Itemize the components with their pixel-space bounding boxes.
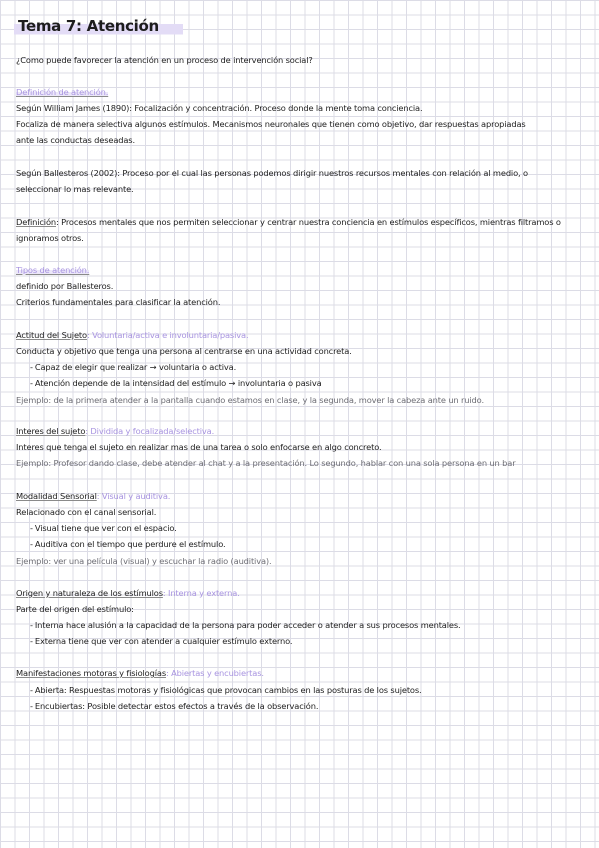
page-title: Tema 7: Atención [14,16,183,36]
bullet-dash: - [30,685,33,695]
actitud-bullet-2 [30,377,322,389]
manif-bullet-1-text: Abierta: Respuestas motoras y fisiológicas que provocan cambios en las posturas de los sujetos. [34,685,422,695]
origen-bullet-2-text: Externa tiene que ver con atender a cualquier estímulo externo. [34,636,293,646]
interes-line-1: Interes que tenga el sujeto en realizar mas de una tarea o solo enfocarse en algo concreto. [16,442,382,452]
origen-heading-line [16,587,240,599]
origen-heading: Origen y naturaleza de los estímulos [16,588,163,598]
modalidad-bullet-1-text: Visual tiene que ver con el espacio. [34,523,177,533]
origen-bullet-1-text: Interna hace alusión a la capacidad de la persona para poder acceder o atender a sus procesos mentales. [34,620,461,630]
definicion-label: Definición [16,217,56,227]
manif-types: : Abiertas y encubiertas. [166,668,264,678]
modalidad-heading-line [16,490,170,502]
manif-heading-line [16,667,264,679]
intro-question: ¿Como puede favorecer la atención en un proceso de intervención social? [16,55,313,65]
modalidad-example: Ejemplo: ver una película (visual) y escuchar la radio (auditiva). [16,556,272,566]
definition-heading-text: Definición de atención. [16,87,109,97]
modalidad-types: : Visual y auditiva. [96,491,171,501]
definicion-line-1 [16,216,561,228]
actitud-types: : Voluntaria/activa e involuntaria/pasiva. [86,330,249,340]
origen-types: : Interna y externa. [162,588,240,598]
manif-bullet-2-text: Encubiertas: Posible detectar estos efectos a través de la observación. [34,701,319,711]
interes-types: : Dividida y focalizada/selectiva. [85,426,215,436]
actitud-bullet-1 [30,361,236,373]
actitud-line-1: Conducta y objetivo que tenga una persona al centrarse en una actividad concreta. [16,346,352,356]
bullet-dash: - [30,539,33,549]
interes-heading-line [16,425,214,437]
bullet-dash: - [30,636,33,646]
definicion-line-2: ignoramos otros. [16,233,84,243]
types-line-1: definido por Ballesteros. [16,281,114,291]
origen-line-1: Parte del origen del estímulo: [16,604,134,614]
ballesteros-line-2: seleccionar lo mas relevante. [16,184,134,194]
types-line-2: Criterios fundamentales para clasificar la atención. [16,297,221,307]
james-line-3: ante las conductas deseadas. [16,135,135,145]
origen-bullet-2 [30,635,292,647]
bullet-dash: - [30,378,33,388]
bullet-dash: - [30,523,33,533]
types-heading [16,264,89,276]
ballesteros-line-1: Según Ballesteros (2002): Proceso por el cual las personas podemos dirigir nuestros recursos mentales con relación al medio, o [16,168,528,178]
definition-heading [16,86,108,98]
types-heading-text: Tipos de atención. [16,265,90,275]
manif-heading: Manifestaciones motoras y fisiologías [16,668,166,678]
actitud-bullet-1-text: Capaz de elegir que realizar → voluntaria o activa. [34,362,237,372]
james-line-2: Focaliza de manera selectiva algunos estímulos. Mecanismos neuronales que tienen como objetivo, dar respuestas apropiadas [16,119,526,129]
actitud-bullet-2-text: Atención depende de la intensidad del estímulo → involuntaria o pasiva [34,378,322,388]
modalidad-bullet-2 [30,538,225,550]
modalidad-bullet-2-text: Auditiva con el tiempo que perdure el estímulo. [34,539,226,549]
bullet-dash: - [30,620,33,630]
modalidad-bullet-1 [30,522,177,534]
james-line-1: Según William James (1890): Focalización y concentración. Proceso donde la mente toma conciencia. [16,103,423,113]
interes-heading: Interes del sujeto [16,426,86,436]
interes-example: Ejemplo: Profesor dando clase, debe atender al chat y a la presentación. Lo segundo, hablar con una sola persona en un bar [16,458,516,468]
bullet-dash: - [30,701,33,711]
actitud-heading-line [16,329,248,341]
actitud-example: Ejemplo: de la primera atender a la pantalla cuando estamos en clase, y la segunda, mover la cabeza ante un ruido. [16,395,484,405]
manif-bullet-1 [30,684,422,696]
definicion-text: : Procesos mentales que nos permiten seleccionar y centrar nuestra conciencia en estímulos específicos, mientras filtramos o [56,217,561,227]
manif-bullet-2 [30,700,318,712]
modalidad-heading: Modalidad Sensorial [16,491,97,501]
modalidad-line-1: Relacionado con el canal sensorial. [16,507,157,517]
actitud-heading: Actitud del Sujeto [16,330,87,340]
origen-bullet-1 [30,619,461,631]
bullet-dash: - [30,362,33,372]
